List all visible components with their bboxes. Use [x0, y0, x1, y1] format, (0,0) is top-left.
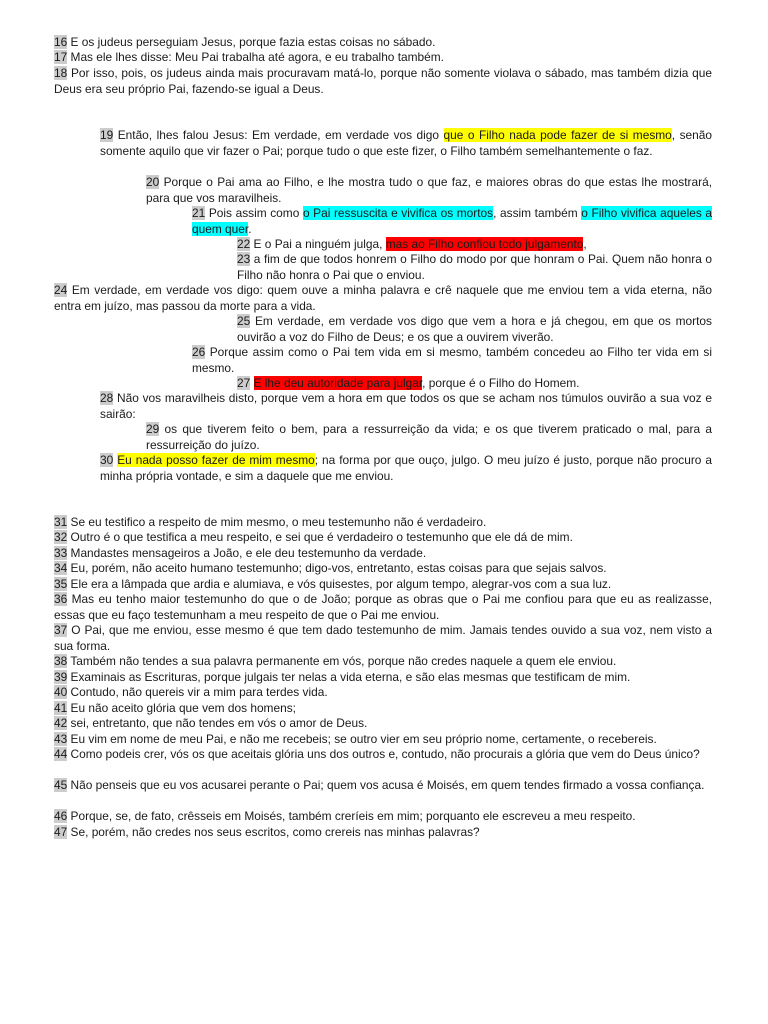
verse-number: 27 [237, 376, 251, 390]
verse-24 [54, 283, 712, 314]
verse-number: 47 [54, 825, 68, 839]
verse-text: Em verdade, em verdade vos digo: quem ouve a minha palavra e crê naquele que me enviou tem a vida eterna, não entra em juízo, mas passou da morte para a vida. [54, 283, 712, 313]
verse-text: Eu, porém, não aceito humano testemunho; digo-vos, entretanto, estas coisas para que sejais salvos. [67, 561, 607, 575]
verse-23 [237, 252, 712, 283]
verse-number: 17 [54, 50, 68, 64]
verse-text: Porque o Pai ama ao Filho, e lhe mostra tudo o que faz, e maiores obras do que estas lhe mostrará, para que vos maravilheis. [146, 175, 712, 205]
verse-45 [54, 778, 712, 794]
highlighted-text: Eu nada posso fazer de mim mesmo [117, 453, 315, 467]
verse-text: Porque, se, de fato, crêsseis em Moisés, também creríeis em mim; porquanto ele escreveu a meu respeito. [67, 809, 636, 823]
verse-number: 18 [54, 66, 68, 80]
verse-37 [54, 623, 712, 654]
verse-38 [54, 654, 712, 670]
verse-number: 23 [237, 252, 251, 266]
verse-text: Ele era a lâmpada que ardia e alumiava, e vós quisestes, por algum tempo, alegrar-vos com a sua luz. [67, 577, 612, 591]
verse-text: Contudo, não quereis vir a mim para terdes vida. [67, 685, 328, 699]
verse-42 [54, 716, 712, 732]
verse-number: 36 [54, 592, 68, 606]
highlighted-text: o Pai ressuscita e vivifica os mortos [302, 206, 494, 220]
verse-text: Se eu testifico a respeito de mim mesmo, o meu testemunho não é verdadeiro. [67, 515, 487, 529]
highlighted-text: que o Filho nada pode fazer de si mesmo [443, 128, 672, 142]
verse-32 [54, 530, 712, 546]
verse-number: 16 [54, 35, 68, 49]
verse-text: ; na forma por que ouço, julgo. O meu juízo é justo, porque não procuro a minha própria vontade, e sim a daquele que me enviou. [100, 453, 712, 483]
verse-number: 39 [54, 670, 68, 684]
verse-16 [54, 35, 712, 51]
verse-47 [54, 825, 712, 841]
highlighted-text: mas ao Filho confiou todo julgamento [385, 237, 584, 251]
verse-number: 31 [54, 515, 68, 529]
verse-text: Por isso, pois, os judeus ainda mais procuravam matá-lo, porque não somente violava o sábado, mas também dizia que Deus era seu próprio Pai, fazendo-se igual a Deus. [54, 66, 712, 96]
verse-number: 43 [54, 732, 68, 746]
verse-text: E o Pai a ninguém julga, [250, 237, 386, 251]
verse-text: a fim de que todos honrem o Filho do modo por que honram o Pai. Quem não honra o Filho não honra o Pai que o enviou. [237, 252, 712, 282]
verse-text: , [583, 237, 587, 251]
verse-25 [237, 314, 712, 345]
verse-text: E os judeus perseguiam Jesus, porque fazia estas coisas no sábado. [67, 35, 436, 49]
verse-text: Se, porém, não credes nos seus escritos, como crereis nas minhas palavras? [67, 825, 480, 839]
verse-18 [54, 66, 712, 97]
verse-text: , assim também [493, 206, 582, 220]
verse-34 [54, 561, 712, 577]
verse-43 [54, 732, 712, 748]
verse-number: 24 [54, 283, 68, 297]
verse-number: 30 [100, 453, 114, 467]
verse-41 [54, 701, 712, 717]
verse-text: Não vos maravilheis disto, porque vem a hora em que todos os que se acham nos túmulos ouvirão a sua voz e sairão: [100, 391, 712, 421]
verse-number: 34 [54, 561, 68, 575]
verse-number: 25 [237, 314, 251, 328]
verse-31 [54, 515, 712, 531]
verse-28 [100, 391, 712, 422]
verse-number: 21 [192, 206, 206, 220]
verse-number: 44 [54, 747, 68, 761]
verse-number: 20 [146, 175, 160, 189]
verse-text: Pois assim como [205, 206, 303, 220]
verse-text: Em verdade, em verdade vos digo que vem a hora e já chegou, em que os mortos ouvirão a voz do Filho de Deus; e os que a ouvirem viverão. [237, 314, 712, 344]
verse-text: Mas ele lhes disse: Meu Pai trabalha até agora, e eu trabalho também. [67, 50, 444, 64]
verse-20 [146, 175, 712, 206]
verse-text: . [248, 221, 252, 236]
verse-17 [54, 50, 712, 66]
verse-26 [192, 345, 712, 376]
verse-35 [54, 577, 712, 593]
verse-30 [100, 453, 712, 484]
verse-40 [54, 685, 712, 701]
verse-number: 35 [54, 577, 68, 591]
verse-number: 38 [54, 654, 68, 668]
verse-36 [54, 592, 712, 623]
verse-text: Mandastes mensageiros a João, e ele deu testemunho da verdade. [67, 546, 427, 560]
verse-number: 41 [54, 701, 68, 715]
verse-text: Também não tendes a sua palavra permanente em vós, porque não credes naquele a quem ele enviou. [67, 654, 617, 668]
verse-33 [54, 546, 712, 562]
verse-22 [237, 237, 712, 253]
verse-number: 28 [100, 391, 114, 405]
verse-number: 33 [54, 546, 68, 560]
verse-44 [54, 747, 712, 763]
verse-46 [54, 809, 712, 825]
verse-number: 42 [54, 716, 68, 730]
verse-29 [146, 422, 712, 453]
verse-text: sei, entretanto, que não tendes em vós o amor de Deus. [67, 716, 368, 730]
verse-text: Como podeis crer, vós os que aceitais glória uns dos outros e, contudo, não procurais a glória que vem do Deus único? [67, 747, 700, 761]
verse-number: 37 [54, 623, 68, 637]
highlighted-text: o Filho vivifica aqueles a quem quer [192, 206, 713, 236]
verse-number: 40 [54, 685, 68, 699]
verse-text: O Pai, que me enviou, esse mesmo é que tem dado testemunho de mim. Jamais tendes ouvido a sua voz, nem visto a sua forma. [54, 623, 712, 653]
verse-text: , porque é o Filho do Homem. [422, 376, 580, 390]
verse-text: Mas eu tenho maior testemunho do que o de João; porque as obras que o Pai me confiou para que eu as realizasse, essas que eu faço testemunham a meu respeito de que o Pai me enviou. [54, 592, 712, 622]
verse-27 [237, 376, 712, 392]
verse-number: 26 [192, 345, 206, 359]
verse-21 [192, 206, 712, 237]
verse-number: 19 [100, 128, 114, 142]
verse-text: os que tiverem feito o bem, para a ressurreição da vida; e os que tiverem praticado o mal, para a ressurreição do juízo. [146, 422, 712, 452]
verse-text: Examinais as Escrituras, porque julgais ter nelas a vida eterna, e são elas mesmas que testificam de mim. [67, 670, 631, 684]
verse-number: 22 [237, 237, 251, 251]
verse-number: 45 [54, 778, 68, 792]
verse-text: Eu vim em nome de meu Pai, e não me recebeis; se outro vier em seu próprio nome, certamente, o recebereis. [67, 732, 657, 746]
verse-number: 32 [54, 530, 68, 544]
highlighted-text: E lhe deu autoridade para julgar [253, 376, 423, 390]
verse-text: Porque assim como o Pai tem vida em si mesmo, também concedeu ao Filho ter vida em si mesmo. [192, 345, 712, 375]
verse-text: Eu não aceito glória que vem dos homens; [67, 701, 296, 715]
verse-19 [100, 128, 712, 159]
verse-text: Então, lhes falou Jesus: Em verdade, em verdade vos digo [113, 128, 444, 142]
verse-text: , senão somente aquilo que vir fazer o Pai; porque tudo o que este fizer, o Filho também semelhantemente o faz. [100, 128, 712, 158]
verse-text: Outro é o que testifica a meu respeito, e sei que é verdadeiro o testemunho que ele dá de mim. [67, 530, 573, 544]
verse-number: 46 [54, 809, 68, 823]
verse-text: Não penseis que eu vos acusarei perante o Pai; quem vos acusa é Moisés, em quem tendes firmado a vossa confiança. [67, 778, 705, 792]
verse-39 [54, 670, 712, 686]
verse-number: 29 [146, 422, 160, 436]
